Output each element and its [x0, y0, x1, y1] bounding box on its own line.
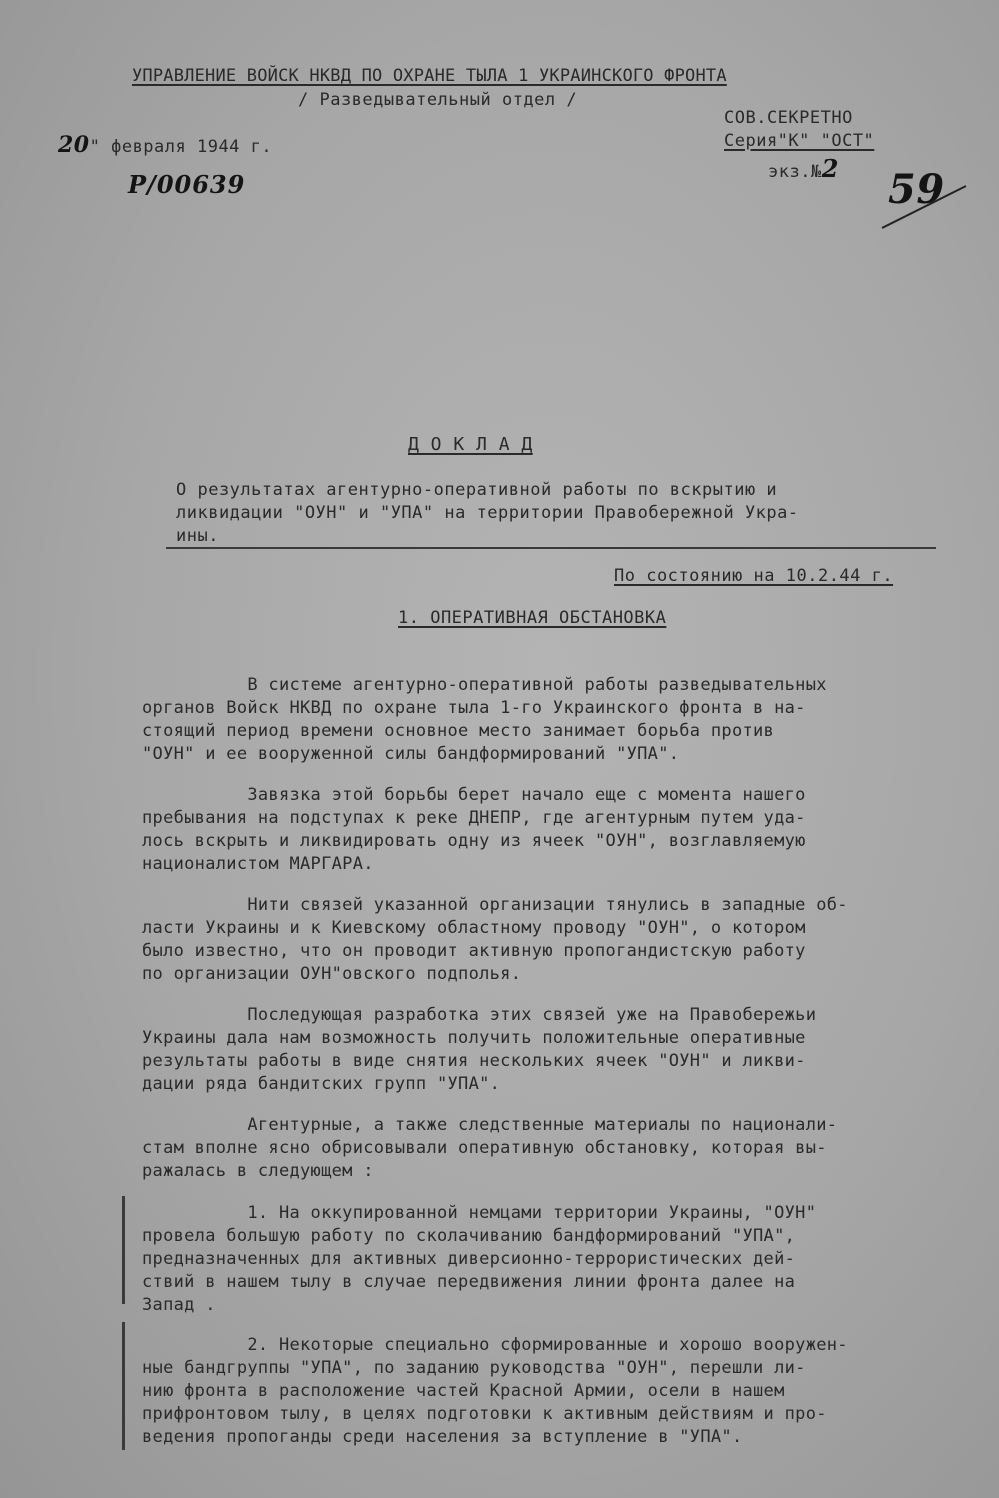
- body-paragraph-6: 1. На оккупированной немцами территории Украины, "ОУН" провела большую работу по сколачиванию бандформирований "УПА", предназначенных для активных диверсионно-террористических дей- ствий в нашем тылу в случае передвижения линии фронта далее на Запад .: [142, 1203, 817, 1315]
- body-paragraph-2: Завязка этой борьбы берет начало еще с момента нашего пребывания на подступах к реке ДНЕПР, где агентурным путем уда- лось вскрыть и ликвидировать одну из ячеек "ОУН", возглавляемую националистом МАРГАРА.: [142, 785, 806, 874]
- margin-mark-1: [122, 1196, 125, 1304]
- classification-level: СОВ.СЕКРЕТНО: [724, 108, 853, 128]
- handwritten-date-day: 20: [58, 132, 90, 158]
- body-paragraph-3: Нити связей указанной организации тянулись в западные об- ласти Украины и к Киевскому областному проводу "ОУН", о котором было известно, что он проводит активную пропогандистскую работу по организации ОУН"овского подполья.: [142, 895, 848, 984]
- document-title: Д О К Л А Д: [408, 434, 533, 455]
- handwritten-copy-number: 2: [821, 154, 839, 183]
- body-paragraph-4: Последующая разработка этих связей уже на Правобережьи Украины дала нам возможность получить положительные оперативные результаты работы в виде снятия нескольких ячеек "ОУН" и ликви- дации ряда бандитских групп "УПА".: [142, 1005, 817, 1094]
- department-label: / Разведывательный отдел /: [298, 90, 578, 110]
- handwritten-sheet-number: 59: [888, 166, 945, 213]
- handwritten-reference-number: P/00639: [128, 170, 246, 199]
- subtitle-line-3: ины.: [176, 526, 219, 546]
- body-paragraph-1: В системе агентурно-оперативной работы разведывательных органов Войск НКВД по охране тыла 1-го Украинского фронта в на- стоящий период времени основное место занимает борьба против "ОУН" и ее вооруженной силы бандформирований "УПА".: [142, 675, 827, 764]
- sheet-number-stroke: [880, 176, 970, 236]
- body-paragraph-5: Агентурные, а также следственные материалы по национали- стам вполне ясно обрисовывали оперативную обстановку, которая вы- ражалась в следующем :: [142, 1115, 838, 1181]
- status-date: По состоянию на 10.2.44 г.: [614, 566, 894, 586]
- copy-label: экз.№: [768, 162, 822, 182]
- classification-series: Серия"К" "ОСТ": [724, 131, 875, 151]
- date-month-year: " февраля 1944 г.: [89, 137, 273, 157]
- copy-number: [768, 154, 839, 183]
- section-heading: 1. ОПЕРАТИВНАЯ ОБСТАНОВКА: [398, 608, 667, 628]
- organization-header: УПРАВЛЕНИЕ ВОЙСК НКВД ПО ОХРАНЕ ТЫЛА 1 УКРАИНСКОГО ФРОНТА: [132, 66, 727, 86]
- margin-mark-2: [122, 1322, 125, 1450]
- subtitle-line-2: ликвидации "ОУН" и "УПА" на территории Правобережной Укра-: [176, 503, 799, 523]
- body-paragraph-7: 2. Некоторые специально сформированные и хорошо вооружен- ные бандгруппы "УПА", по заданию руководства "ОУН", перешли ли- нию фронта в расположение частей Красной Армии, осели в нашем прифронтовом тылу, в целях подготовки к активным действиям и про- ведения пропоганды среди населения за вступление в "УПА".: [142, 1335, 848, 1447]
- subtitle-line-1: О результатах агентурно-оперативной работы по вскрытию и: [176, 480, 778, 500]
- subtitle-underline: [166, 547, 936, 549]
- document-date: [58, 132, 272, 158]
